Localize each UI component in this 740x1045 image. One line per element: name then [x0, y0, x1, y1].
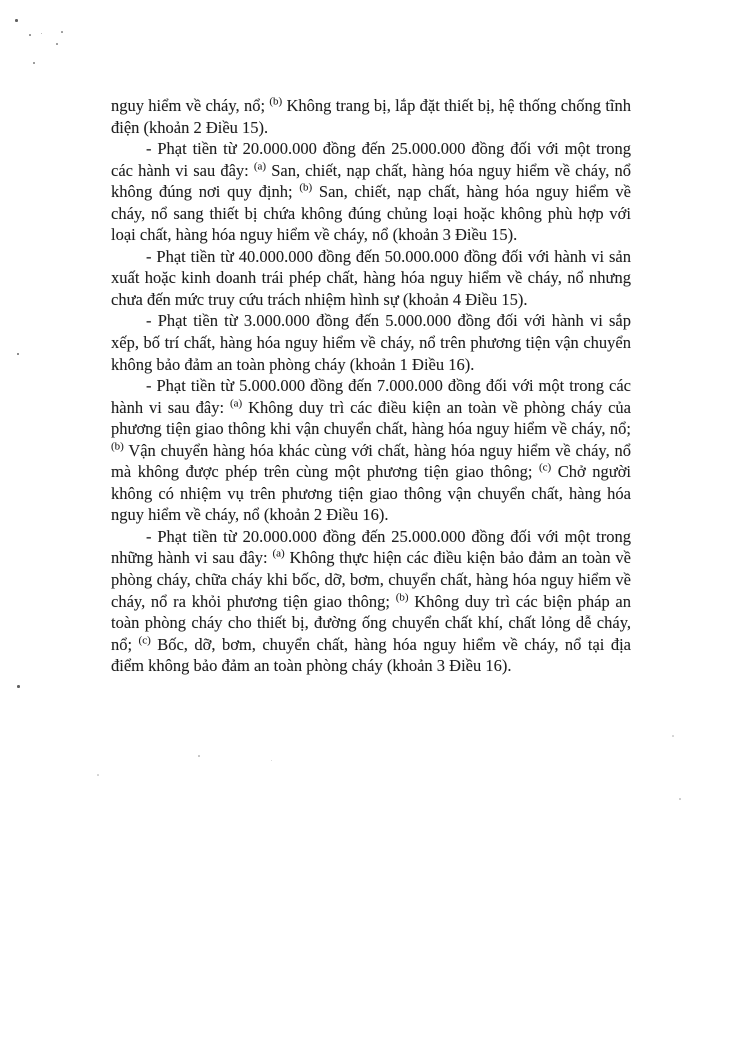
- scan-speck: [679, 798, 681, 800]
- text-run: Không duy trì các điều kiện an toàn về phòng cháy của phương tiện giao thông khi vận chuyển chất, hàng hóa nguy hiểm về cháy, nổ;: [111, 397, 631, 439]
- text-run: nguy hiểm về cháy, nổ;: [111, 96, 270, 115]
- superscript-marker: (b): [269, 95, 283, 108]
- superscript-marker: (a): [229, 397, 243, 410]
- text-run: - Phạt tiền từ 3.000.000 đồng đến 5.000.000 đồng đối với hành vi sắp xếp, bố trí chất, hàng hóa nguy hiểm về cháy, nổ trên phương tiện vận chuyển không bảo đảm an toàn phòng cháy (khoản 1 Điều 16).: [111, 311, 631, 374]
- text-run: Vận chuyển hàng hóa khác cùng với chất, hàng hóa nguy hiểm về cháy, nổ mà không được phép trên cùng một phương tiện giao thông;: [111, 440, 631, 482]
- text-run: - Phạt tiền từ 40.000.000 đồng đến 50.000.000 đồng đối với hành vi sản xuất hoặc kinh doanh trái phép chất, hàng hóa nguy hiểm về cháy, nổ nhưng chưa đến mức truy cứu trách nhiệm hình sự (khoản 4 Điều 15).: [111, 246, 631, 309]
- text-run: Không trang bị, lắp đặt thiết bị, hệ thống chống tĩnh điện (khoản 2 Điều 15).: [111, 96, 632, 137]
- text-run: Không thực hiện các điều kiện bảo đảm an toàn về phòng cháy, chữa cháy khi bốc, dỡ, bơm, chuyển chất, hàng hóa nguy hiểm về cháy, nổ ra khỏi phương tiện giao thông;: [111, 548, 631, 611]
- superscript-marker: (a): [272, 547, 285, 560]
- text-run: Không duy trì các biện pháp an toàn phòng cháy cho thiết bị, đường ống chuyển chất khí, chất lỏng dễ cháy, nổ;: [111, 591, 632, 654]
- text-run: - Phạt tiền từ 5.000.000 đồng đến 7.000.000 đồng đối với một trong các hành vi sau đây:: [111, 376, 631, 417]
- scan-speck: [672, 735, 674, 737]
- paragraph: [111, 95, 631, 138]
- superscript-marker: (c): [138, 634, 151, 647]
- paragraph: [111, 526, 631, 677]
- scan-speck: [15, 19, 18, 22]
- scan-speck: [97, 774, 99, 776]
- scan-speck: [17, 685, 20, 688]
- superscript-marker: (b): [111, 440, 124, 453]
- paragraph: [111, 375, 631, 526]
- superscript-marker: (c): [538, 461, 552, 474]
- text-run: San, chiết, nạp chất, hàng hóa nguy hiểm về cháy, nổ không đúng nơi quy định;: [111, 160, 631, 202]
- text-run: - Phạt tiền từ 20.000.000 đồng đến 25.000.000 đồng đối với một trong các hành vi sau đây:: [111, 139, 631, 180]
- text-run: - Phạt tiền từ 20.000.000 đồng đến 25.000.000 đồng đối với một trong những hành vi sau đây:: [111, 526, 631, 568]
- paragraph: [111, 138, 631, 246]
- paragraph: [111, 246, 631, 311]
- scan-speck: [56, 43, 58, 45]
- scan-speck: [33, 62, 35, 64]
- text-run: Chở người không có nhiệm vụ trên phương tiện giao thông vận chuyển chất, hàng hóa nguy hiểm về cháy, nổ (khoản 2 Điều 16).: [111, 462, 632, 525]
- scan-speck: [41, 33, 42, 34]
- superscript-marker: (b): [299, 181, 313, 194]
- text-run: Bốc, dỡ, bơm, chuyển chất, hàng hóa nguy hiểm về cháy, nổ tại địa điểm không bảo đảm an toàn phòng cháy (khoản 3 Điều 16).: [111, 634, 631, 676]
- text-run: San, chiết, nạp chất, hàng hóa nguy hiểm về cháy, nổ sang thiết bị chứa không đúng chủng loại hoặc không phù hợp với loại chất, hàng hóa nguy hiểm về cháy, nổ (khoản 3 Điều 15).: [111, 182, 631, 245]
- scan-speck: [198, 755, 200, 757]
- scan-speck: [29, 34, 31, 36]
- scan-speck: [61, 31, 63, 33]
- superscript-marker: (b): [395, 591, 409, 604]
- scan-speck: [271, 760, 272, 761]
- paragraph: [111, 310, 631, 375]
- document-text-block: [111, 95, 631, 677]
- scan-speck: [17, 353, 19, 355]
- superscript-marker: (a): [253, 160, 267, 173]
